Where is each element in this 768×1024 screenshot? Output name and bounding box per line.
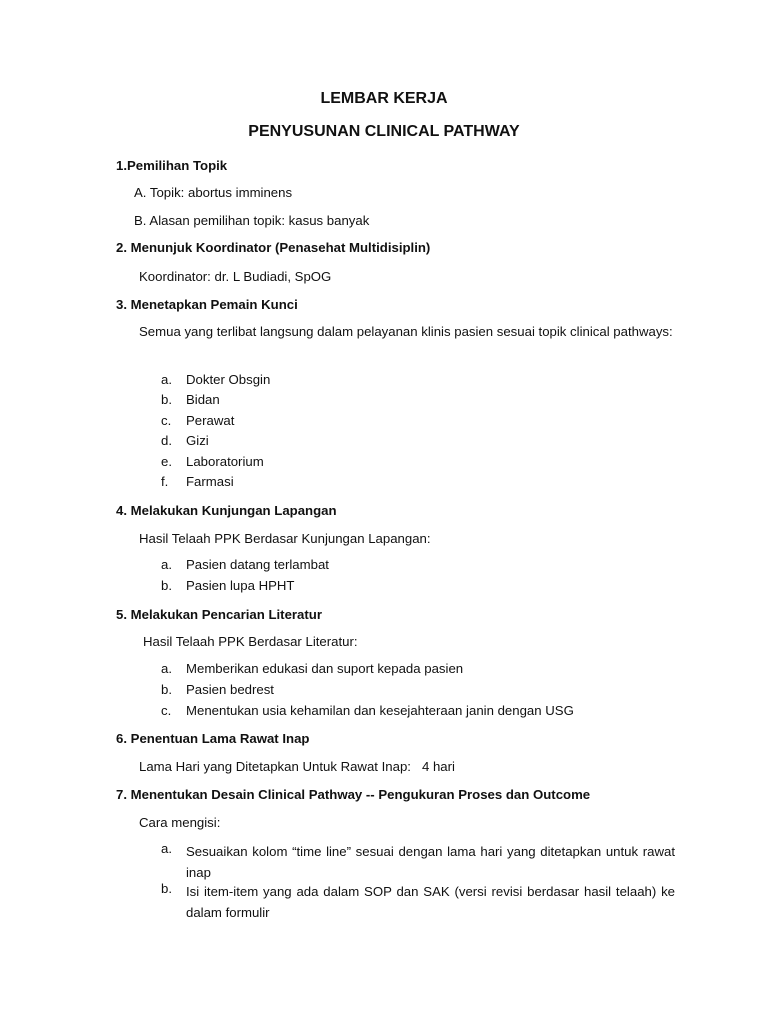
section-4-text: Hasil Telaah PPK Berdasar Kunjungan Lapangan:	[139, 531, 431, 546]
document-title: LEMBAR KERJA	[320, 90, 448, 107]
document-subtitle: PENYUSUNAN CLINICAL PATHWAY	[248, 123, 520, 140]
list-marker: d.	[161, 433, 172, 448]
section-1-item-b: B. Alasan pemilihan topik: kasus banyak	[134, 213, 370, 228]
section-5-heading: 5. Melakukan Pencarian Literatur	[116, 607, 322, 622]
section-2-text: Koordinator: dr. L Budiadi, SpOG	[139, 269, 332, 284]
section-6-text: Lama Hari yang Ditetapkan Untuk Rawat Inap: 4 hari	[139, 759, 455, 774]
section-3-text: Semua yang terlibat langsung dalam pelayanan klinis pasien sesuai topik clinical pathways:	[139, 324, 673, 339]
list-item-text: Memberikan edukasi dan suport kepada pasien	[186, 661, 464, 676]
list-item-text: Dokter Obsgin	[186, 372, 271, 387]
section-1-item-a: A. Topik: abortus imminens	[134, 185, 293, 200]
section-6-heading: 6. Penentuan Lama Rawat Inap	[116, 731, 310, 746]
list-item-text: Laboratorium	[186, 454, 264, 469]
list-marker: e.	[161, 454, 172, 469]
section-7-text: Cara mengisi:	[139, 815, 221, 830]
section-5-text: Hasil Telaah PPK Berdasar Literatur:	[143, 634, 358, 649]
list-item-text: Pasien lupa HPHT	[186, 578, 295, 593]
section-4-heading: 4. Melakukan Kunjungan Lapangan	[116, 503, 337, 518]
section-1-heading: 1.Pemilihan Topik	[116, 158, 228, 173]
list-item-text: Sesuaikan kolom “time line” sesuai dengan lama hari yang ditetapkan untuk rawat inap	[186, 844, 675, 880]
list-marker: a.	[161, 841, 172, 856]
list-item-text: Menentukan usia kehamilan dan kesejahteraan janin dengan USG	[186, 703, 574, 718]
list-marker: b.	[161, 881, 172, 896]
list-item-text: Perawat	[186, 413, 235, 428]
list-item-text: Bidan	[186, 392, 220, 407]
list-item-text: Farmasi	[186, 474, 234, 489]
section-3-heading: 3. Menetapkan Pemain Kunci	[116, 297, 298, 312]
section-7-heading: 7. Menentukan Desain Clinical Pathway -- Pengukuran Proses dan Outcome	[116, 787, 591, 802]
list-marker: f.	[161, 474, 169, 489]
list-item-text: Gizi	[186, 433, 209, 448]
list-marker: a.	[161, 372, 172, 387]
list-marker: b.	[161, 392, 172, 407]
list-marker: c.	[161, 703, 172, 718]
section-2-heading: 2. Menunjuk Koordinator (Penasehat Multidisiplin)	[116, 240, 431, 255]
list-marker: b.	[161, 578, 172, 593]
list-item-text: Pasien bedrest	[186, 682, 274, 697]
list-marker: b.	[161, 682, 172, 697]
list-item-text: Pasien datang terlambat	[186, 557, 329, 572]
list-marker: c.	[161, 413, 172, 428]
list-marker: a.	[161, 661, 172, 676]
list-marker: a.	[161, 557, 172, 572]
list-item-text: Isi item-item yang ada dalam SOP dan SAK (versi revisi berdasar hasil telaah) ke dalam formulir	[186, 884, 675, 920]
